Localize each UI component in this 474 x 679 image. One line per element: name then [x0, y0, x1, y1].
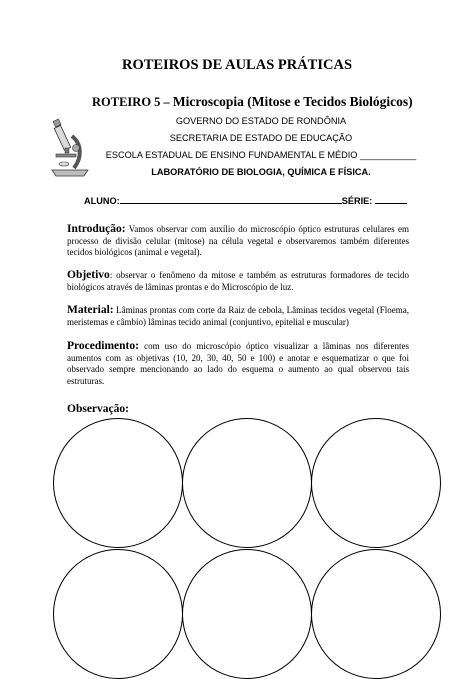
procedimento-section [67, 341, 409, 387]
objetivo-heading: Objetivo [67, 269, 110, 281]
government-line: GOVERNO DO ESTADO DE RONDÔNIA [175, 116, 347, 126]
serie-blank[interactable] [375, 194, 407, 204]
aluno-blank[interactable] [120, 194, 342, 204]
observation-circle[interactable] [182, 418, 312, 548]
material-section [67, 305, 409, 328]
aluno-label: ALUNO: [84, 196, 120, 206]
objetivo-text: : observar o fenômeno da mitose e também as estruturas formadores de tecido biológicos através de lâminas prontas e do Microscópio de luz. [67, 270, 409, 292]
laboratory-line: LABORATÓRIO DE BIOLOGIA, QUÍMICA E FÍSICA. [151, 167, 371, 177]
school-line: ESCOLA ESTADUAL DE ENSINO FUNDAMENTAL E MÉDIO ___________ [105, 150, 417, 160]
roteiro-title [92, 94, 413, 110]
serie-label: SÉRIE: [341, 196, 373, 206]
observation-circle[interactable] [53, 549, 183, 679]
procedimento-heading: Procedimento: [67, 340, 139, 352]
material-heading: Material: [67, 304, 114, 316]
introducao-text: Vamos observar com auxílio do microscópio óptico estruturas celulares em processo de divisão celular (mitose) na célula vegetal e observaremos também diferentes tecidos biológicos (animal e vegetal). [67, 224, 409, 258]
secretariat-line: SECRETARIA DE ESTADO DE EDUCAÇÃO [169, 133, 353, 143]
observation-circle[interactable] [311, 549, 441, 679]
procedimento-text: com uso do microscópio óptico visualizar a lâminas nos diferentes aumentos com as objetivas (10, 20, 30, 40, 50 e 100) e anotar e esquematizar o que foi observado sempre mencionando ao lado do esquema o aumento ao qual observou tais estruturas. [67, 341, 409, 386]
observation-circle[interactable] [311, 418, 441, 548]
objetivo-section [67, 270, 409, 293]
observation-circle[interactable] [53, 418, 183, 548]
roteiro-subject: Microscopia (Mitose e Tecidos Biológicos) [172, 94, 413, 109]
material-text: Lâminas prontas com corte da Raiz de cebola, Lâminas tecidos vegetal (Floema, meristemas e câmbio) lâminas tecido animal (conjuntivo, epitelial e muscular) [67, 305, 409, 327]
page-title: ROTEIROS DE AULAS PRÁTICAS [121, 57, 353, 73]
introducao-heading: Introdução: [67, 223, 126, 235]
introducao-section [67, 224, 409, 259]
observacao-heading: Observação: [67, 403, 129, 415]
student-row [84, 194, 407, 206]
roteiro-label: ROTEIRO 5 – [92, 95, 170, 109]
observation-circle[interactable] [182, 549, 312, 679]
microscope-icon [48, 118, 92, 178]
